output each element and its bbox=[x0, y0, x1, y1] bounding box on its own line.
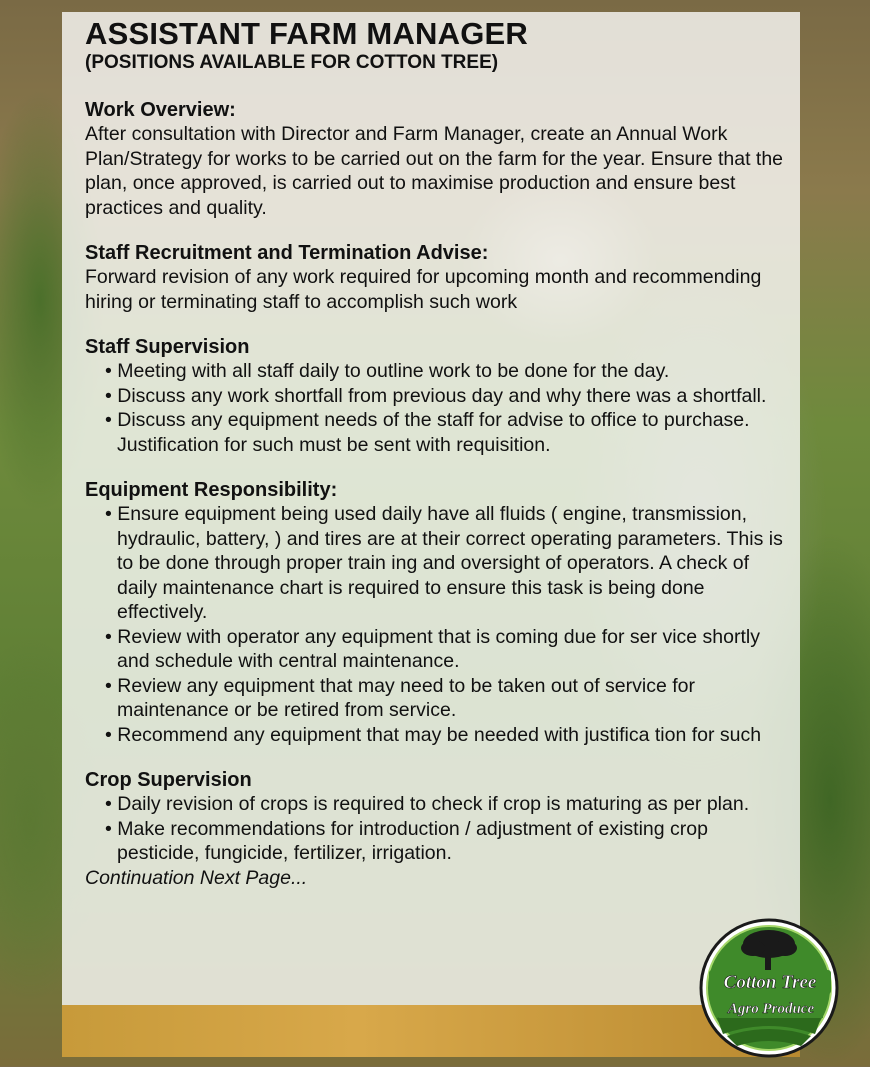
logo-badge-icon bbox=[697, 918, 847, 1062]
list-item: • Discuss any equipment needs of the staff for advise to office to purchase. Justification for such must be sent with requisition. bbox=[105, 408, 790, 457]
page-title: ASSISTANT FARM MANAGER bbox=[85, 16, 528, 51]
list-item: • Recommend any equipment that may be needed with justifica tion for such bbox=[105, 723, 790, 748]
list-item: • Daily revision of crops is required to check if crop is maturing as per plan. bbox=[105, 792, 790, 817]
list-item: • Make recommendations for introduction / adjustment of existing crop pesticide, fungicide, fertilizer, irrigation. bbox=[105, 817, 790, 866]
section-title: Staff Supervision bbox=[85, 336, 250, 358]
bullet-list bbox=[85, 359, 790, 457]
section-work-overview bbox=[85, 98, 790, 220]
list-item: • Review any equipment that may need to be taken out of service for maintenance or be retired from service. bbox=[105, 674, 790, 723]
continuation-note: Continuation Next Page... bbox=[85, 866, 308, 889]
logo-line-1: Cotton Tree bbox=[723, 972, 817, 993]
bottom-accent-strip bbox=[62, 1005, 800, 1057]
bullet-list bbox=[85, 502, 790, 747]
section-title: Work Overview: bbox=[85, 99, 236, 121]
section-staff-supervision bbox=[85, 335, 790, 457]
list-item: • Ensure equipment being used daily have all fluids ( engine, transmission, hydraulic, battery, ) and tires are at their correct operating parameters. This is to be done through proper train ing and oversight of operators. A check of daily maintenance chart is required to ensure this task is being done effectively. bbox=[105, 502, 790, 625]
section-title: Staff Recruitment and Termination Advise: bbox=[85, 242, 489, 264]
list-item: • Discuss any work shortfall from previous day and why there was a shortfall. bbox=[105, 384, 790, 409]
logo-line-2: Agro Produce bbox=[727, 1001, 815, 1017]
job-description bbox=[85, 16, 790, 890]
section-equipment-responsibility bbox=[85, 478, 790, 747]
list-item: • Review with operator any equipment that is coming due for ser vice shortly and schedule with central maintenance. bbox=[105, 625, 790, 674]
list-item: • Meeting with all staff daily to outline work to be done for the day. bbox=[105, 359, 790, 384]
section-title: Equipment Responsibility: bbox=[85, 479, 338, 501]
cotton-tree-logo bbox=[697, 918, 847, 1062]
section-staff-recruitment bbox=[85, 241, 790, 314]
section-body: After consultation with Director and Farm Manager, create an Annual Work Plan/Strategy for works to be carried out on the farm for the year. Ensure that the plan, once approved, is carried out to maximise production and ensure best practices and quality. bbox=[85, 123, 784, 219]
bullet-list bbox=[85, 792, 790, 866]
page-subtitle: (POSITIONS AVAILABLE FOR COTTON TREE) bbox=[85, 52, 499, 73]
section-title: Crop Supervision bbox=[85, 769, 252, 791]
section-crop-supervision bbox=[85, 768, 790, 866]
section-body: Forward revision of any work required for upcoming month and recommending hiring or terminating staff to accomplish such work bbox=[85, 266, 762, 313]
